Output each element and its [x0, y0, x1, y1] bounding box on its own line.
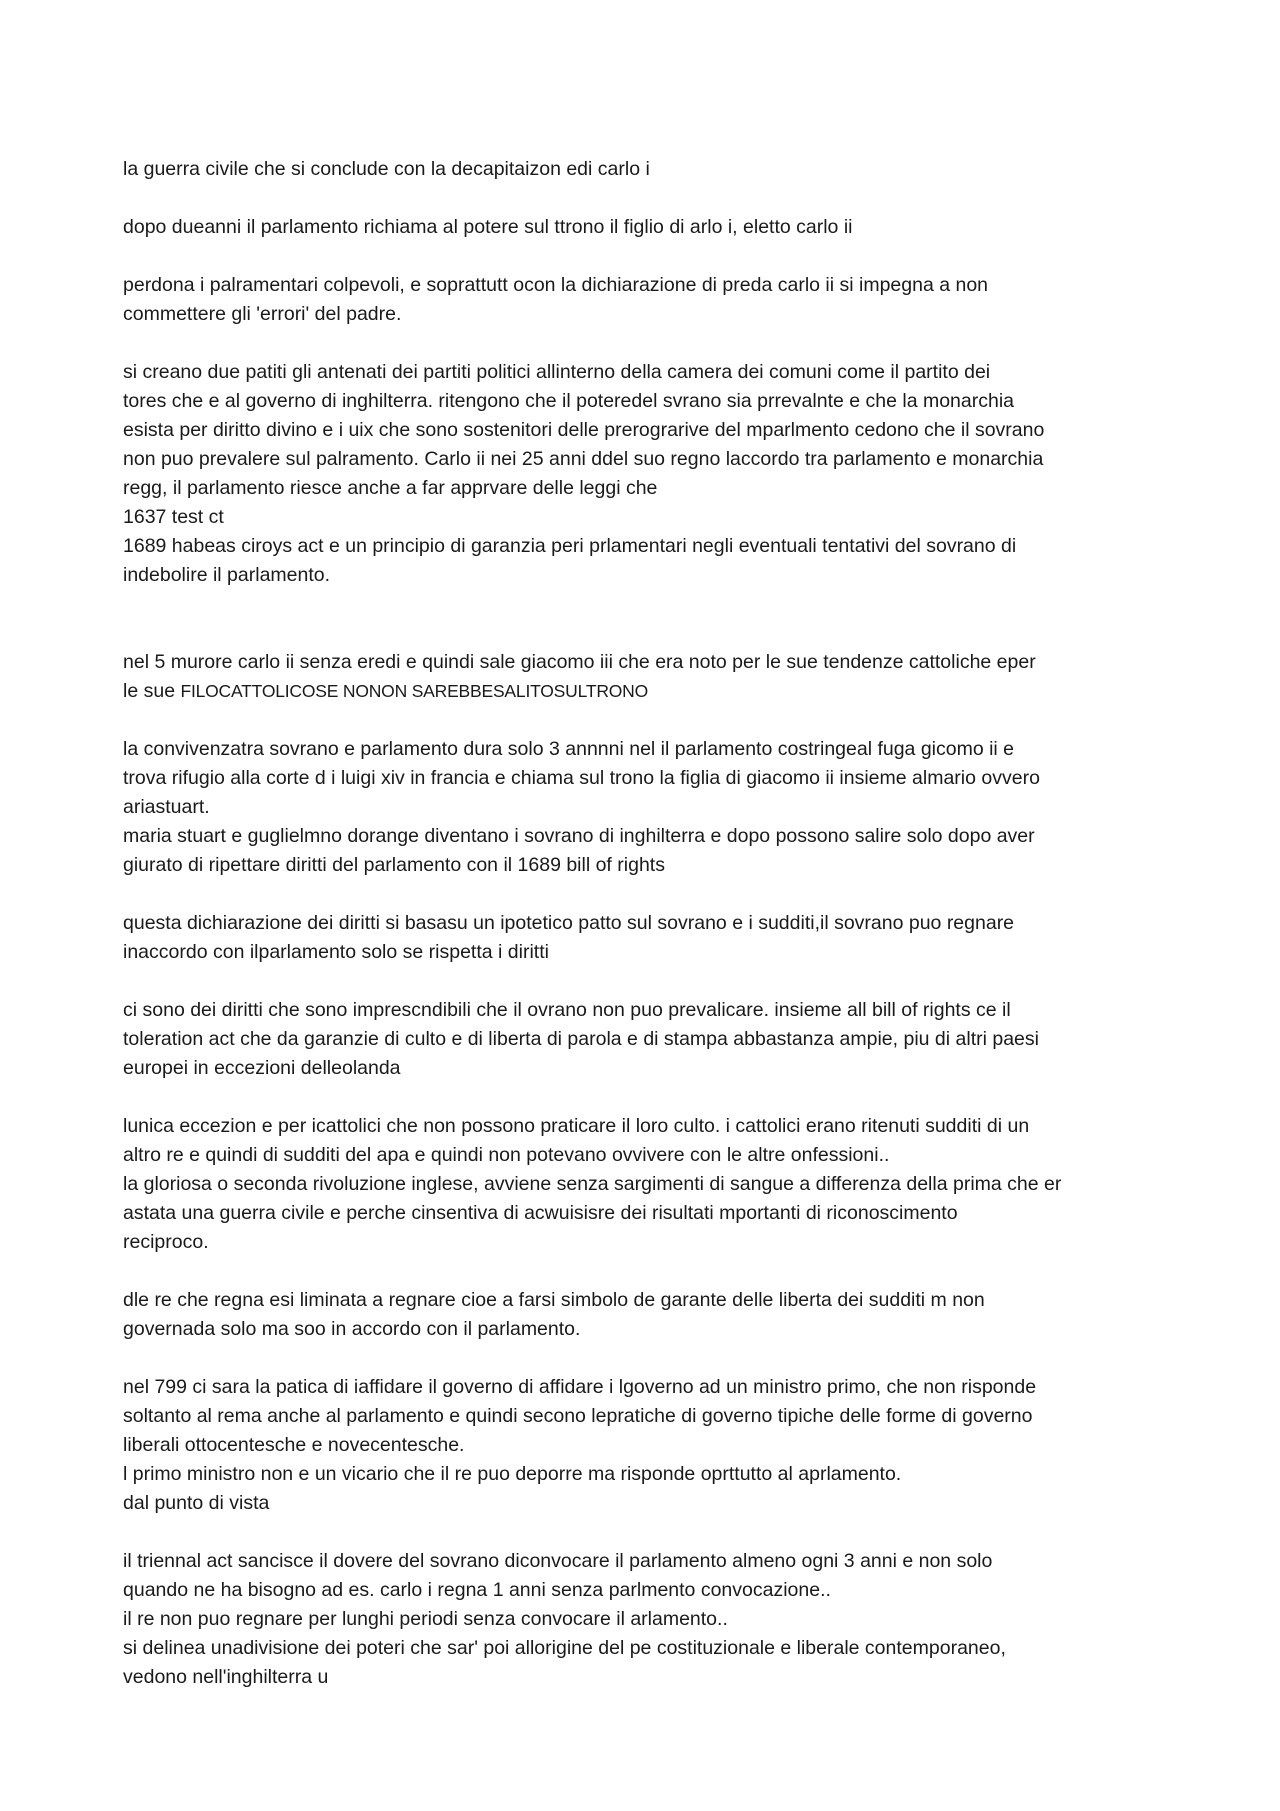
text-line-caps	[123, 677, 1173, 706]
text-line: perdona i palramentari colpevoli, e soprattutt ocon la dichiarazione di preda carlo ii si impegna a non	[123, 274, 989, 296]
text-line: il triennal act sancisce il dovere del sovrano diconvocare il parlamento almeno ogni 3 anni e non solo	[123, 1550, 993, 1572]
paragraph-17	[123, 1489, 1173, 1518]
paragraph-8	[123, 735, 1173, 822]
text-line: astata una guerra civile e perche cinsentiva di acwuisisre dei risultati mportanti di riconoscimento	[123, 1202, 958, 1224]
paragraph-18	[123, 1547, 1173, 1605]
paragraph-14	[123, 1286, 1173, 1344]
text-line: trova rifugio alla corte d i luigi xiv in francia e chiama sul trono la figlia di giacomo ii insieme almario ovvero	[123, 767, 1040, 789]
paragraph-3	[123, 271, 1173, 329]
text-line: nel 799 ci sara la patica di iaffidare il governo di affidare i lgoverno ad un ministro primo, che non risponde	[123, 1376, 1037, 1398]
text-line: si creano due patiti gli antenati dei partiti politici allinterno della camera dei comuni come il partito dei	[123, 361, 991, 383]
paragraph-9	[123, 822, 1173, 880]
text-line: questa dichiarazione dei diritti si basasu un ipotetico patto sul sovrano e i sudditi,il sovrano puo regnare	[123, 912, 1015, 934]
text-line: reciproco.	[123, 1231, 209, 1253]
caps-text: FILOCATTOLICOSE NONON SAREBBESALITOSULTRONO	[180, 681, 649, 701]
paragraph-19	[123, 1605, 1173, 1634]
text-line: il re non puo regnare per lunghi periodi senza convocare il arlamento..	[123, 1608, 728, 1630]
text-line: altro re e quindi di sudditi del apa e quindi non potevano ovvivere con le altre onfessioni..	[123, 1144, 890, 1166]
paragraph-11	[123, 996, 1173, 1083]
paragraph-16	[123, 1460, 1173, 1489]
paragraph-10	[123, 909, 1173, 967]
text-line: regg, il parlamento riesce anche a far apprvare delle leggi che	[123, 477, 658, 499]
paragraph-5	[123, 503, 1173, 532]
text-line: 1637 test ct	[123, 506, 224, 528]
text-line: ci sono dei diritti che sono imprescndibili che il ovrano non puo prevalicare. insieme all bill of rights ce il	[123, 999, 1011, 1021]
text-line: lunica eccezion e per icattolici che non possono praticare il loro culto. i cattolici erano ritenuti sudditi di un	[123, 1115, 1030, 1137]
text-line: indebolire il parlamento.	[123, 564, 331, 586]
paragraph-7	[123, 648, 1173, 706]
paragraph-2	[123, 213, 1173, 242]
caps-prefix: le sue	[123, 680, 181, 702]
text-line: nel 5 murore carlo ii senza eredi e quindi sale giacomo iii che era noto per le sue tendenze cattoliche eper	[123, 651, 1036, 673]
text-line: 1689 habeas ciroys act e un principio di garanzia peri prlamentari negli eventuali tentativi del sovrano di	[123, 535, 1017, 557]
text-line: ariastuart.	[123, 796, 210, 818]
document-body	[123, 155, 1173, 1692]
text-line: quando ne ha bisogno ad es. carlo i regna 1 anni senza parlmento convocazione..	[123, 1579, 831, 1601]
text-line: europei in eccezioni delleolanda	[123, 1057, 401, 1079]
text-line: tores che e al governo di inghilterra. ritengono che il poteredel svrano sia prrevalnte e che la monarchia	[123, 390, 1015, 412]
text-line: liberali ottocentesche e novecentesche.	[123, 1434, 465, 1456]
text-line: governada solo ma soo in accordo con il parlamento.	[123, 1318, 581, 1340]
text-line: giurato di ripettare diritti del parlamento con il 1689 bill of rights	[123, 854, 665, 876]
paragraph-13	[123, 1170, 1173, 1257]
text-line: la gloriosa o seconda rivoluzione inglese, avviene senza sargimenti di sangue a differenza della prima che er	[123, 1173, 1062, 1195]
text-line: dopo dueanni il parlamento richiama al potere sul ttrono il figlio di arlo i, eletto carlo ii	[123, 216, 853, 238]
text-line: toleration act che da garanzie di culto e di liberta di parola e di stampa abbastanza ampie, piu di altri paesi	[123, 1028, 1039, 1050]
text-line: la guerra civile che si conclude con la decapitaizon edi carlo i	[123, 158, 650, 180]
paragraph-12	[123, 1112, 1173, 1170]
paragraph-1	[123, 155, 1173, 184]
text-line: l primo ministro non e un vicario che il re puo deporre ma risponde oprttutto al aprlamento.	[123, 1463, 902, 1485]
paragraph-15	[123, 1373, 1173, 1460]
text-line: dal punto di vista	[123, 1492, 270, 1514]
text-line: commettere gli 'errori' del padre.	[123, 303, 402, 325]
paragraph-4	[123, 358, 1173, 503]
text-line: non puo prevalere sul palramento. Carlo ii nei 25 anni ddel suo regno laccordo tra parlamento e monarchia	[123, 448, 1044, 470]
text-line: vedono nell'inghilterra u	[123, 1666, 329, 1688]
text-line: maria stuart e guglielmno dorange diventano i sovrano di inghilterra e dopo possono salire solo dopo aver	[123, 825, 1035, 847]
text-line: si delinea unadivisione dei poteri che sar' poi allorigine del pe costituzionale e liberale contemporaneo,	[123, 1637, 1006, 1659]
paragraph-20	[123, 1634, 1173, 1692]
text-line: la convivenzatra sovrano e parlamento dura solo 3 annnni nel il parlamento costringeal fuga gicomo ii e	[123, 738, 1015, 760]
text-line: soltanto al rema anche al parlamento e quindi secono lepratiche di governo tipiche delle forme di governo	[123, 1405, 1033, 1427]
paragraph-6	[123, 532, 1173, 590]
text-line: esista per diritto divino e i uix che sono sostenitori delle prerograrive del mparlmento cedono che il sovrano	[123, 419, 1045, 441]
text-line: dle re che regna esi liminata a regnare cioe a farsi simbolo de garante delle liberta dei sudditi m non	[123, 1289, 985, 1311]
text-line: inaccordo con ilparlamento solo se rispetta i diritti	[123, 941, 549, 963]
